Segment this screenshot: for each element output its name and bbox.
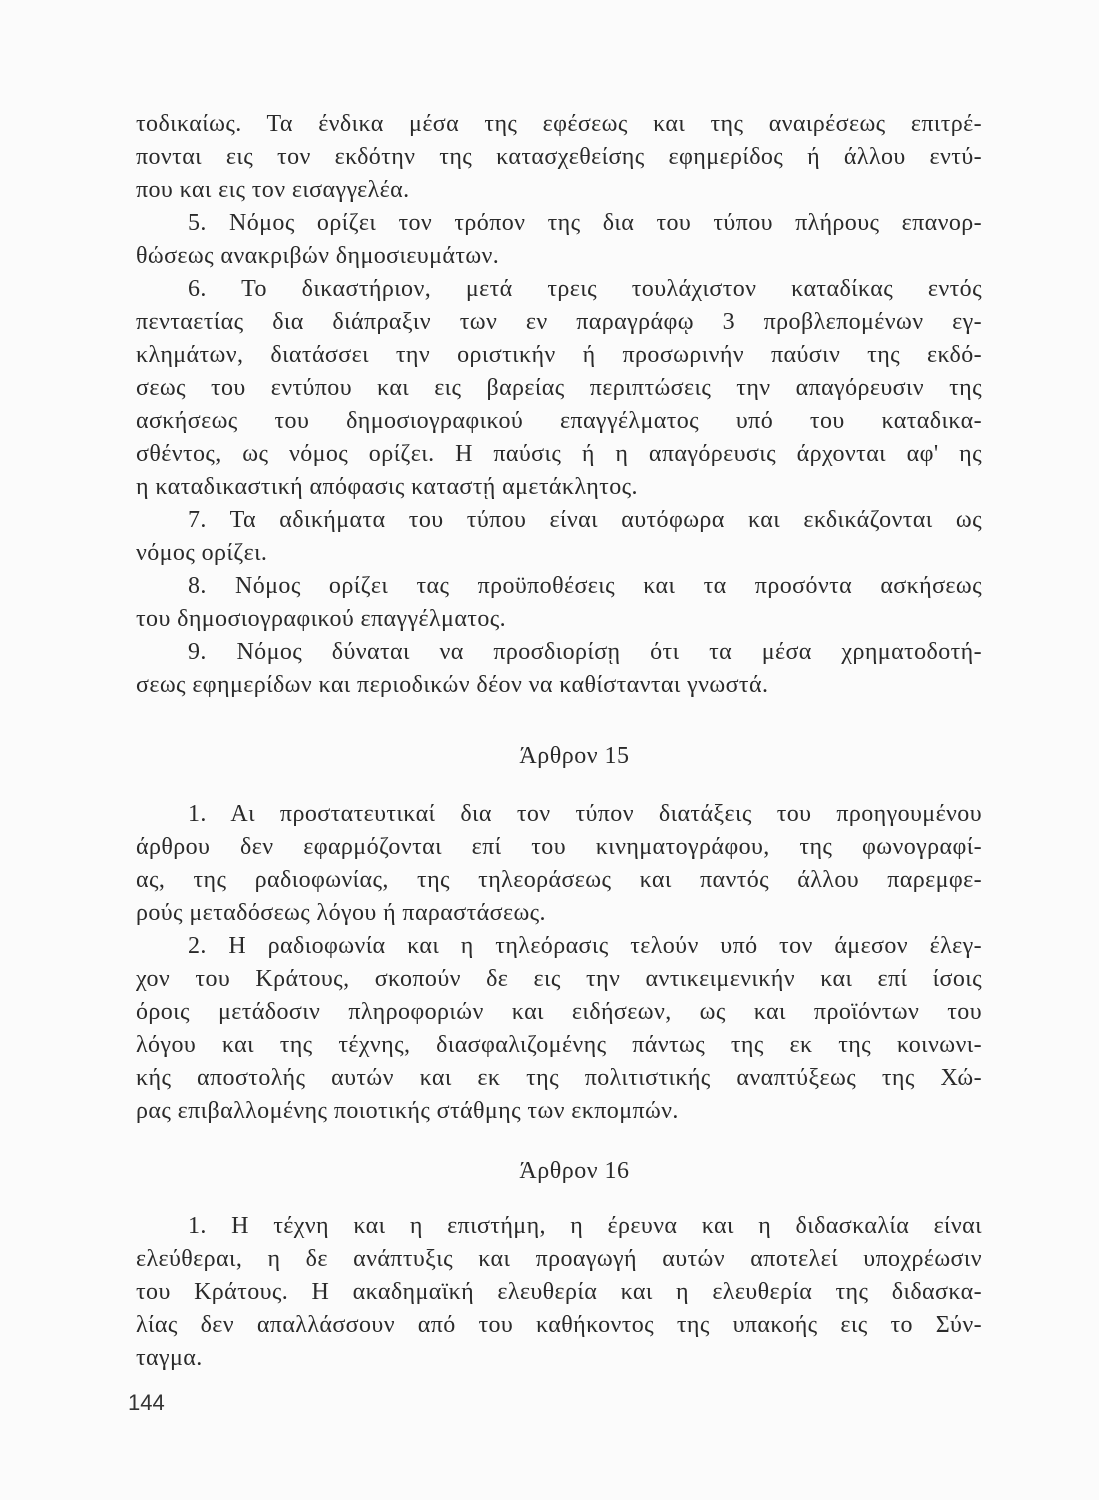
text-line: κλημάτων, διατάσσει την οριστικήν ή προσωρινήν παύσιν της εκδό- [136, 342, 982, 368]
text-line: πονται εις τον εκδότην της κατασχεθείσης εφημερίδος ή άλλου εντύ- [136, 144, 982, 170]
paragraph-1-line: 1. Η τέχνη και η επιστήμη, η έρευνα και η διδασκαλία είναι [188, 1213, 982, 1239]
text-line: που και εις τον εισαγγελέα. [136, 177, 410, 203]
text-line: ρούς μεταδόσεως λόγου ή παραστάσεως. [136, 900, 546, 926]
text-line: θώσεως ανακριβών δημοσιευμάτων. [136, 243, 500, 269]
text-line: κής αποστολής αυτών και εκ της πολιτιστικής αναπτύξεως της Χώ- [136, 1065, 982, 1091]
article-16-heading: Άρθρον 16 [519, 1158, 630, 1184]
paragraph-6-line: 6. Το δικαστήριον, μετά τρεις τουλάχιστον καταδίκας εντός [188, 276, 982, 302]
text-line: ελεύθεραι, η δε ανάπτυξις και προαγωγή αυτών αποτελεί υποχρέωσιν [136, 1246, 982, 1272]
text-line: ταγμα. [136, 1345, 203, 1371]
paragraph-5-line: 5. Νόμος ορίζει τον τρόπον της δια του τύπου πλήρους επανορ- [188, 210, 982, 236]
article-15-heading: Άρθρον 15 [519, 743, 630, 769]
paragraph-9-line: 9. Νόμος δύναται να προσδιορίσῃ ότι τα μέσα χρηματοδοτή- [188, 639, 982, 665]
article-15-body [136, 798, 982, 1128]
paragraph-1-line: 1. Αι προστατευτικαί δια τον τύπον διατάξεις του προηγουμένου [188, 801, 982, 827]
paragraph-2-line: 2. Η ραδιοφωνία και η τηλεόρασις τελούν υπό τον άμεσον έλεγ- [188, 933, 982, 959]
paragraph-7-line: 7. Τα αδικήματα του τύπου είναι αυτόφωρα και εκδικάζονται ως [188, 507, 982, 533]
text-line: πενταετίας δια διάπραξιν των εν παραγράφῳ 3 προβλεπομένων εγ- [136, 309, 982, 335]
text-line: ασκήσεως του δημοσιογραφικού επαγγέλματος υπό του καταδικα- [136, 408, 982, 434]
text-line: όροις μετάδοσιν πληροφοριών και ειδήσεων, ως και προϊόντων του [136, 999, 982, 1025]
text-line: νόμος ορίζει. [136, 540, 268, 566]
text-line: λόγου και της τέχνης, διασφαλιζομένης πάντως της εκ της κοινωνι- [136, 1032, 982, 1058]
text-line: τοδικαίως. Τα ένδικα μέσα της εφέσεως και της αναιρέσεως επιτρέ- [136, 111, 982, 137]
text-line: ας, της ραδιοφωνίας, της τηλεοράσεως και παντός άλλου παρεμφε- [136, 867, 982, 893]
text-line: χον του Κράτους, σκοπούν δε εις την αντικειμενικήν και επί ίσοις [136, 966, 982, 992]
text-line: σθέντος, ως νόμος ορίζει. Η παύσις ή η απαγόρευσις άρχονται αφ' ης [136, 441, 982, 467]
page-number: 144 [128, 1390, 165, 1415]
text-line: του δημοσιογραφικού επαγγέλματος. [136, 606, 507, 632]
article-16-body [136, 1210, 982, 1375]
text-line: σεως του εντύπου και εις βαρείας περιπτώσεις την απαγόρευσιν της [136, 375, 982, 401]
text-line: η καταδικαστική απόφασις καταστῄ αμετάκλητος. [136, 474, 638, 500]
text-line: σεως εφημερίδων και περιοδικών δέον να καθίστανται γνωστά. [136, 672, 769, 698]
text-line: ρας επιβαλλομένης ποιοτικής στάθμης των εκπομπών. [136, 1098, 679, 1124]
text-line: άρθρου δεν εφαρμόζονται επί του κινηματογράφου, της φωνογραφί- [136, 834, 982, 860]
paragraph-8-line: 8. Νόμος ορίζει τας προϋποθέσεις και τα προσόντα ασκήσεως [188, 573, 982, 599]
article-14-continuation [136, 108, 982, 702]
text-line: λίας δεν απαλλάσσουν από του καθήκοντος της υπακοής εις το Σύν- [136, 1312, 982, 1338]
text-line: του Κράτους. Η ακαδημαϊκή ελευθερία και η ελευθερία της διδασκα- [136, 1279, 982, 1305]
